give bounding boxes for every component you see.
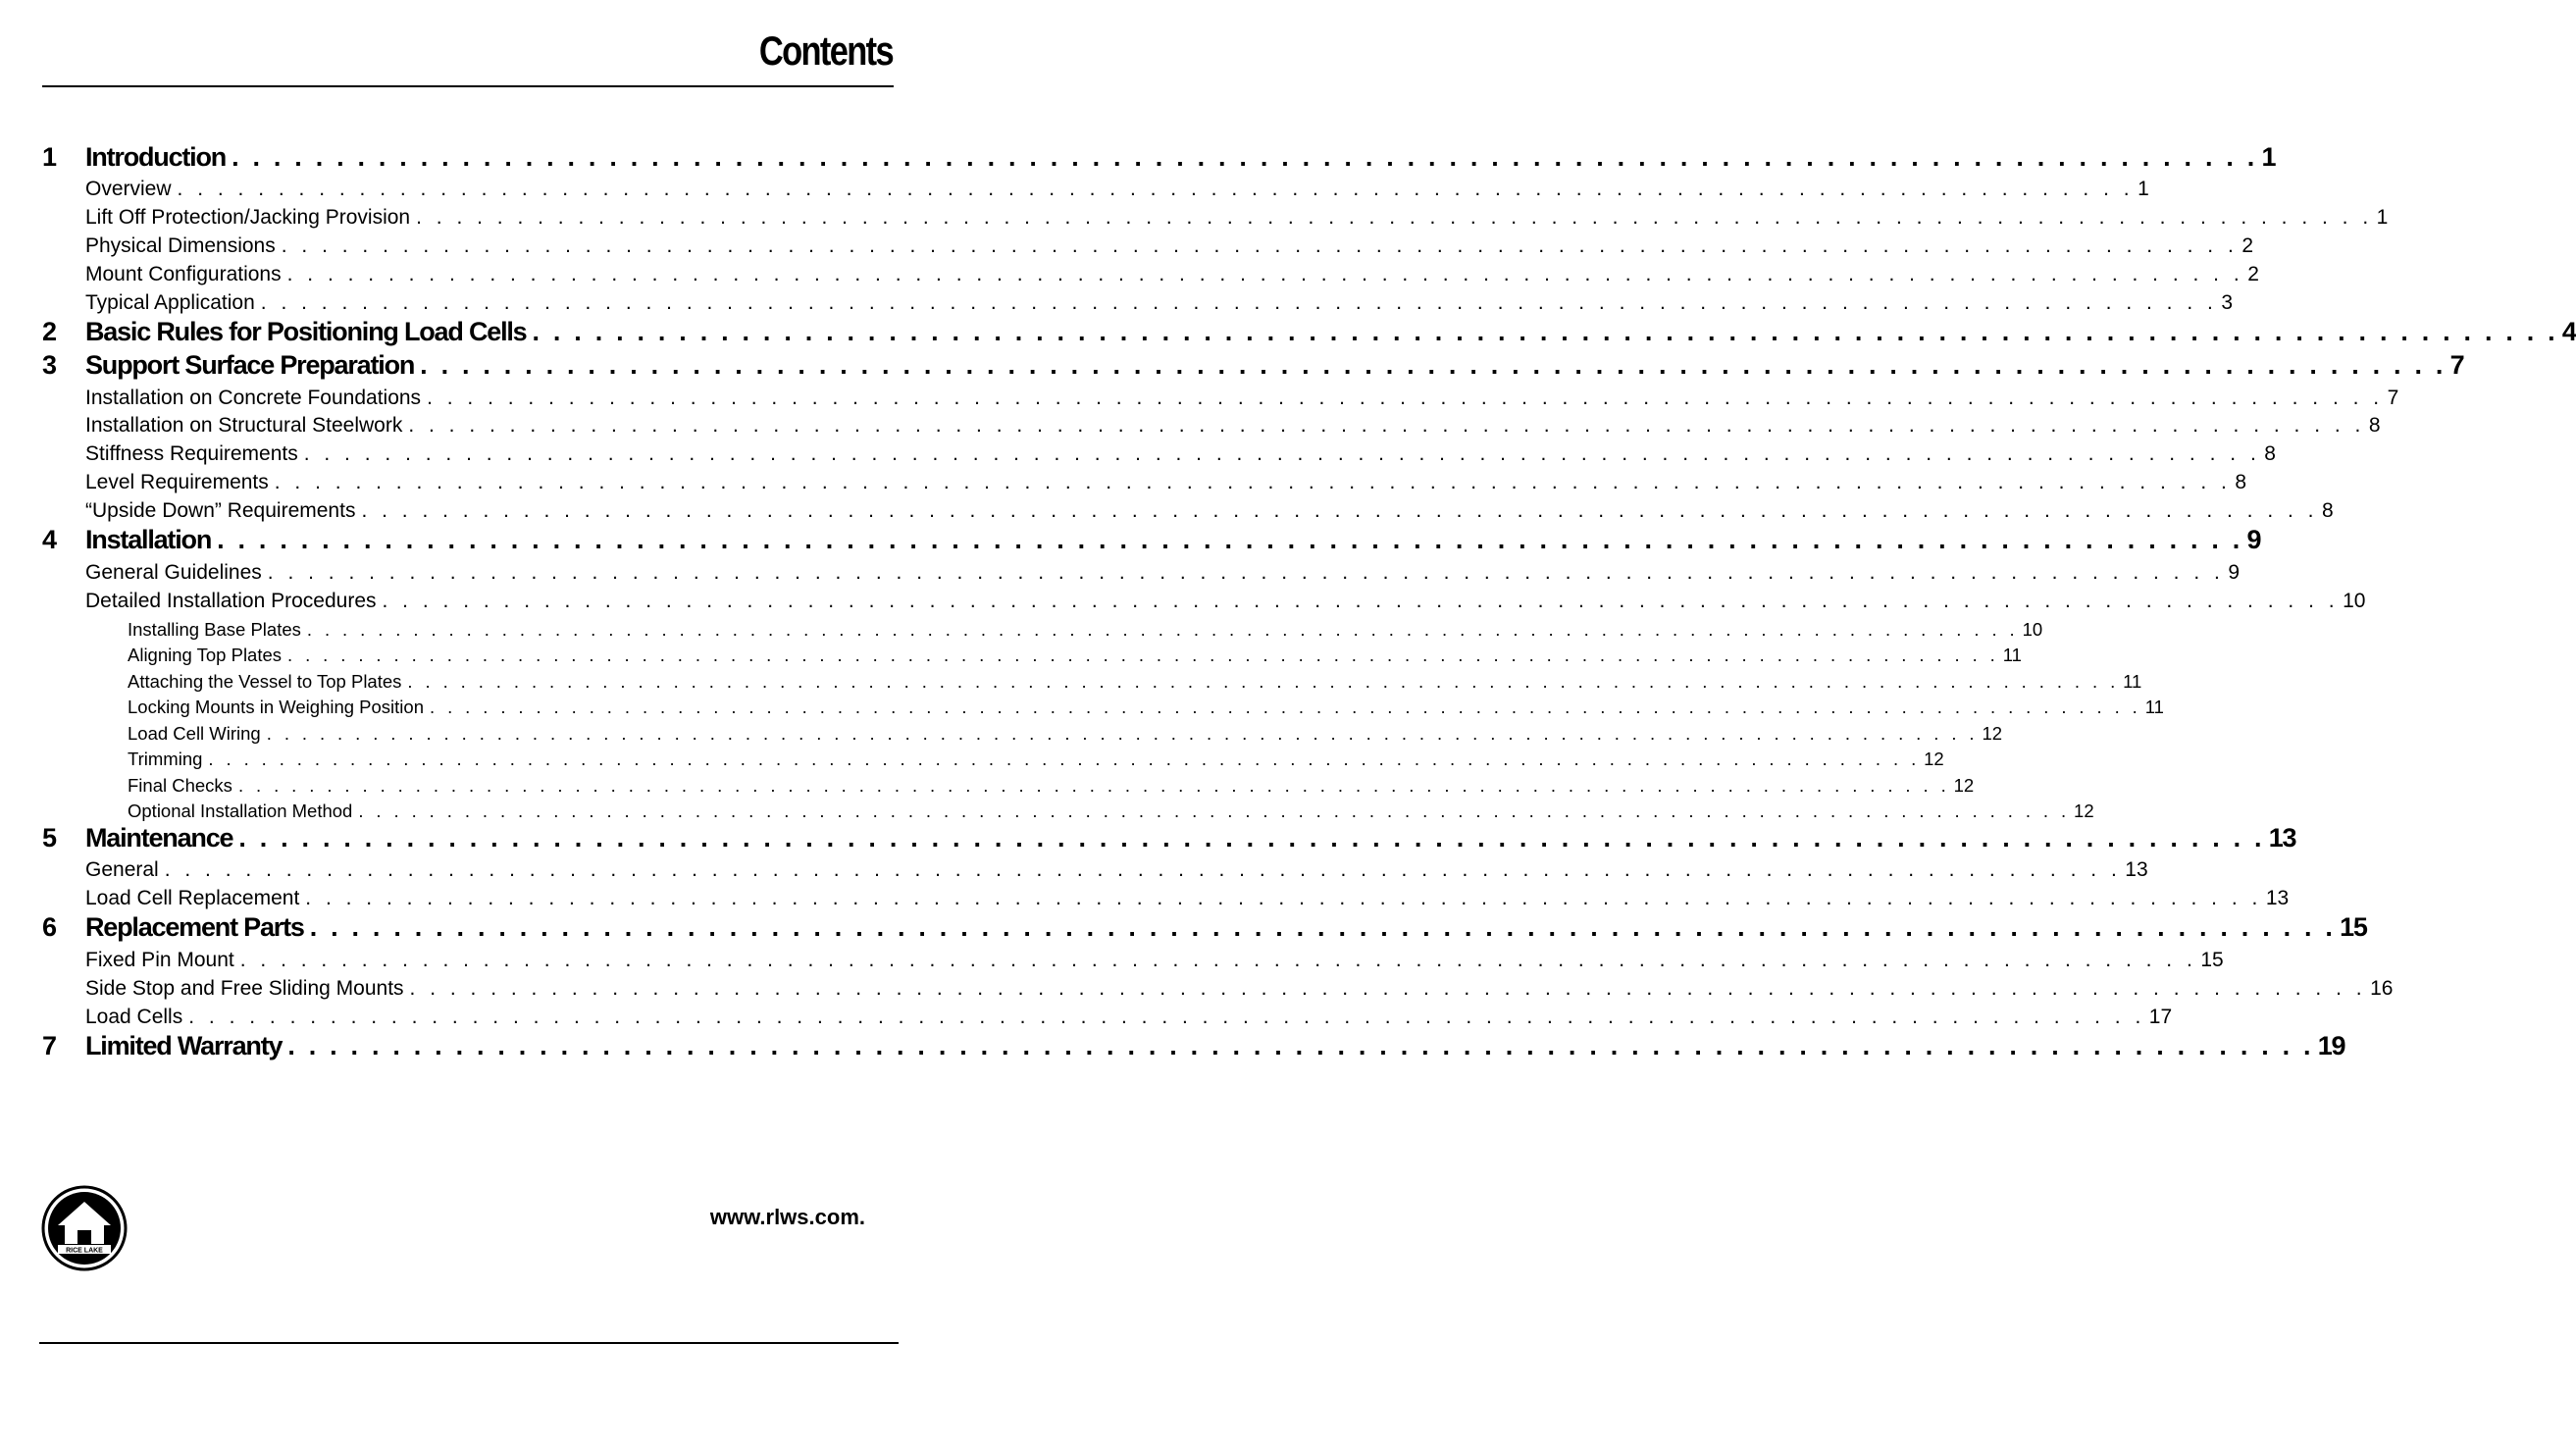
toc-subsection[interactable] (128, 749, 1944, 772)
logo-wordmark: RICE LAKE (66, 1247, 103, 1255)
dot-leader: . . . . . . . . . . . . . . . . . . . . . . . . . . . . . . . . . . . . . . . . . . . . . . . . . . . . . . . . . . . . . . . . . . . . . . . . . . . . . . . . . . . . . . . . . . . . . . . . . (305, 887, 2262, 909)
toc-section[interactable] (85, 291, 2234, 319)
toc-section[interactable] (85, 887, 2290, 914)
page-number: 13 (2268, 823, 2296, 853)
dot-leader: . . . . . . . . . . . . . . . . . . . . . . . . . . . . . . . . . . . . . . . . . . . . . . . . . . . . . . . . . . . . . . . . . . . . . . . . . . . . . . . . . . . . . . . . . . . . . . . . . (287, 645, 1999, 665)
toc-subsection[interactable] (128, 671, 2142, 695)
toc-section[interactable] (85, 206, 2389, 233)
section-title: Lift Off Protection/Jacking Provision (85, 206, 411, 229)
toc-section[interactable] (85, 178, 2149, 205)
section-title: Level Requirements (85, 471, 269, 493)
subsection-title: Trimming (128, 749, 203, 769)
dot-leader: . . . . . . . . . . . . . . . . . . . . . . . . . . . . . . . . . . . . . . . . . . . . . . . . . . . . . . . . . . . . . . . . . . . . . . . . . . . . . . . . . . . . . . . . . . . . . . . . . (382, 590, 2340, 612)
house-icon (41, 1185, 128, 1271)
dot-leader: . . . . . . . . . . . . . . . . . . . . . . . . . . . . . . . . . . . . . . . . . . . . . . . . . . . . . . . . . . . . . . . . . . . . . . . . . . . . . . . . . . . . . . . . . . . . . . . . . (286, 263, 2244, 285)
dot-leader: . . . . . . . . . . . . . . . . . . . . . . . . . . . . . . . . . . . . . . . . . . . . . . . . . . . . . . . . . . . . . . . . . . . . . . . . . . . . . . . . . . . . . . . . . . . . . . . . . (217, 525, 2243, 554)
section-title: Load Cells (85, 1006, 183, 1028)
page-number: 7 (2387, 387, 2399, 409)
dot-leader: . . . . . . . . . . . . . . . . . . . . . . . . . . . . . . . . . . . . . . . . . . . . . . . . . . . . . . . . . . . . . . . . . . . . . . . . . . . . . . . . . . . . . . . . . . . . . . . . . (238, 823, 2265, 853)
chapter-title: Support Surface Preparation (85, 350, 415, 380)
dot-leader: . . . . . . . . . . . . . . . . . . . . . . . . . . . . . . . . . . . . . . . . . . . . . . . . . . . . . . . . . . . . . . . . . . . . . . . . . . . . . . . . . . . . . . . . . . . . . . . . . (281, 234, 2239, 257)
dot-leader: . . . . . . . . . . . . . . . . . . . . . . . . . . . . . . . . . . . . . . . . . . . . . . . . . . . . . . . . . . . . . . . . . . . . . . . . . . . . . . . . . . . . . . . . . . . . . . . . . (177, 178, 2135, 200)
chapter-number: 1 (42, 142, 56, 172)
rice-lake-logo (41, 1185, 128, 1271)
subsection-title: Attaching the Vessel to Top Plates (128, 671, 402, 692)
toc-chapter[interactable] (42, 317, 2576, 350)
dot-leader: . . . . . . . . . . . . . . . . . . . . . . . . . . . . . . . . . . . . . . . . . . . . . . . . . . . . . . . . . . . . . . . . . . . . . . . . . . . . . . . . . . . . . . . . . . . . . . . . . (208, 749, 1921, 769)
section-title: Detailed Installation Procedures (85, 590, 377, 612)
toc-chapter[interactable] (42, 525, 2261, 558)
section-title: General Guidelines (85, 561, 262, 584)
dot-leader: . . . . . . . . . . . . . . . . . . . . . . . . . . . . . . . . . . . . . . . . . . . . . . . . . . . . . . . . . . . . . . . . . . . . . . . . . . . . . . . . . . . . . . . . . . . . . . . . . (358, 801, 2071, 821)
dot-leader: . . . . . . . . . . . . . . . . . . . . . . . . . . . . . . . . . . . . . . . . . . . . . . . . . . . . . . . . . . . . . . . . . . . . . . . . . . . . . . . . . . . . . . . . . . . . . . . . . (430, 697, 2141, 717)
chapter-number: 7 (42, 1031, 56, 1060)
page-number: 15 (2200, 949, 2224, 971)
page-number: 12 (1982, 723, 2003, 744)
dot-leader: . . . . . . . . . . . . . . . . . . . . . . . . . . . . . . . . . . . . . . . . . . . . . . . . . . . . . . . . . . . . . . . . . . . . . . . . . . . . . . . . . . . . . . . . . . . . . . . . . (287, 1031, 2314, 1060)
toc-section[interactable] (85, 471, 2247, 498)
page-number: 2 (2241, 234, 2253, 257)
toc-subsection[interactable] (128, 775, 1975, 799)
page-number: 19 (2317, 1031, 2345, 1060)
toc-section[interactable] (85, 977, 2394, 1005)
dot-leader: . . . . . . . . . . . . . . . . . . . . . . . . . . . . . . . . . . . . . . . . . . . . . . . . . . . . . . . . . . . . . . . . . . . . . . . . . . . . . . . . . . . . . . . . . . . . . . . . . (267, 561, 2225, 584)
chapter-title: Maintenance (85, 823, 233, 853)
chapter-title: Introduction (85, 142, 227, 172)
website-url[interactable]: www.rlws.com. (709, 1205, 865, 1229)
dot-leader: . . . . . . . . . . . . . . . . . . . . . . . . . . . . . . . . . . . . . . . . . . . . . . . . . . . . . . . . . . . . . . . . . . . . . . . . . . . . . . . . . . . . . . . . . . . . . . . . . (239, 949, 2197, 971)
dot-leader: . . . . . . . . . . . . . . . . . . . . . . . . . . . . . . . . . . . . . . . . . . . . . . . . . . . . . . . . . . . . . . . . . . . . . . . . . . . . . . . . . . . . . . . . . . . . . . . . . (416, 206, 2373, 229)
section-title: Mount Configurations (85, 263, 282, 285)
toc-chapter[interactable] (42, 350, 2464, 384)
toc-section[interactable] (85, 387, 2399, 414)
section-title: Load Cell Replacement (85, 887, 300, 909)
chapter-number: 5 (42, 823, 56, 853)
page-number: 10 (2022, 619, 2043, 640)
dot-leader: . . . . . . . . . . . . . . . . . . . . . . . . . . . . . . . . . . . . . . . . . . . . . . . . . . . . . . . . . . . . . . . . . . . . . . . . . . . . . . . . . . . . . . . . . . . . . . . . . (188, 1006, 2145, 1028)
toc-section[interactable] (85, 499, 2334, 527)
page-number: 11 (2144, 697, 2164, 717)
toc-chapter[interactable] (42, 142, 2276, 176)
dot-leader: . . . . . . . . . . . . . . . . . . . . . . . . . . . . . . . . . . . . . . . . . . . . . . . . . . . . . . . . . . . . . . . . . . . . . . . . . . . . . . . . . . . . . . . . . . . . . . . . . (409, 977, 2367, 1000)
section-title: General (85, 858, 159, 881)
page-number: 17 (2148, 1006, 2173, 1028)
subsection-title: Optional Installation Method (128, 801, 353, 821)
toc-section[interactable] (85, 949, 2224, 976)
toc-section[interactable] (85, 1006, 2173, 1033)
subsection-title: Aligning Top Plates (128, 645, 283, 665)
section-title: Typical Application (85, 291, 255, 314)
page-number: 3 (2221, 291, 2234, 314)
toc-chapter[interactable] (42, 1031, 2345, 1064)
toc-section[interactable] (85, 234, 2253, 262)
footer-rule (39, 1342, 899, 1344)
page-number: 9 (2246, 525, 2261, 554)
page-number: 2 (2247, 263, 2259, 285)
dot-leader: . . . . . . . . . . . . . . . . . . . . . . . . . . . . . . . . . . . . . . . . . . . . . . . . . . . . . . . . . . . . . . . . . . . . . . . . . . . . . . . . . . . . . . . . . . . . . . . . . (532, 317, 2558, 346)
toc-section[interactable] (85, 442, 2276, 470)
section-title: Fixed Pin Mount (85, 949, 234, 971)
page-number: 15 (2340, 912, 2367, 942)
dot-leader: . . . . . . . . . . . . . . . . . . . . . . . . . . . . . . . . . . . . . . . . . . . . . . . . . . . . . . . . . . . . . . . . . . . . . . . . . . . . . . . . . . . . . . . . . . . . . . . . . (232, 142, 2258, 172)
toc-subsection[interactable] (128, 645, 2022, 668)
chapter-title: Replacement Parts (85, 912, 304, 942)
subsection-title: Final Checks (128, 775, 232, 796)
dot-leader: . . . . . . . . . . . . . . . . . . . . . . . . . . . . . . . . . . . . . . . . . . . . . . . . . . . . . . . . . . . . . . . . . . . . . . . . . . . . . . . . . . . . . . . . . . . . . . . . . (237, 775, 1950, 796)
subsection-title: Load Cell Wiring (128, 723, 261, 744)
section-title: Physical Dimensions (85, 234, 276, 257)
chapter-number: 4 (42, 525, 56, 554)
subsection-title: Locking Mounts in Weighing Position (128, 697, 424, 717)
dot-leader: . . . . . . . . . . . . . . . . . . . . . . . . . . . . . . . . . . . . . . . . . . . . . . . . . . . . . . . . . . . . . . . . . . . . . . . . . . . . . . . . . . . . . . . . . . . . . . . . . (407, 671, 2120, 692)
toc-section[interactable] (85, 414, 2381, 441)
toc-section[interactable] (85, 858, 2148, 886)
page-number: 1 (2138, 178, 2149, 200)
toc-section[interactable] (85, 590, 2366, 617)
section-title: “Upside Down” Requirements (85, 499, 356, 522)
dot-leader: . . . . . . . . . . . . . . . . . . . . . . . . . . . . . . . . . . . . . . . . . . . . . . . . . . . . . . . . . . . . . . . . . . . . . . . . . . . . . . . . . . . . . . . . . . . . . . . . . (427, 387, 2384, 409)
dot-leader: . . . . . . . . . . . . . . . . . . . . . . . . . . . . . . . . . . . . . . . . . . . . . . . . . . . . . . . . . . . . . . . . . . . . . . . . . . . . . . . . . . . . . . . . . . . . . . . . . (266, 723, 1979, 744)
dot-leader: . . . . . . . . . . . . . . . . . . . . . . . . . . . . . . . . . . . . . . . . . . . . . . . . . . . . . . . . . . . . . . . . . . . . . . . . . . . . . . . . . . . . . . . . . . . . . . . . . (420, 350, 2447, 380)
page-number: 1 (2261, 142, 2276, 172)
page-title: Contents (758, 27, 893, 74)
subsection-title: Installing Base Plates (128, 619, 301, 640)
page-number: 7 (2449, 350, 2464, 380)
page-number: 1 (2376, 206, 2389, 229)
page-number: 12 (2074, 801, 2094, 821)
page-number: 11 (2002, 645, 2022, 665)
dot-leader: . . . . . . . . . . . . . . . . . . . . . . . . . . . . . . . . . . . . . . . . . . . . . . . . . . . . . . . . . . . . . . . . . . . . . . . . . . . . . . . . . . . . . . . . . . . . . . . . . (164, 858, 2122, 881)
page-number: 9 (2228, 561, 2241, 584)
header-rule (42, 85, 894, 87)
dot-leader: . . . . . . . . . . . . . . . . . . . . . . . . . . . . . . . . . . . . . . . . . . . . . . . . . . . . . . . . . . . . . . . . . . . . . . . . . . . . . . . . . . . . . . . . . . . . . . . . . (303, 442, 2261, 465)
chapter-title: Basic Rules for Positioning Load Cells (85, 317, 527, 346)
toc-chapter[interactable] (42, 823, 2296, 856)
toc-subsection[interactable] (128, 619, 2043, 643)
page-number: 8 (2235, 471, 2247, 493)
section-title: Side Stop and Free Sliding Mounts (85, 977, 404, 1000)
page-number: 16 (2370, 977, 2394, 1000)
section-title: Overview (85, 178, 172, 200)
page-number: 12 (1953, 775, 1975, 796)
page-number: 10 (2343, 590, 2366, 612)
dot-leader: . . . . . . . . . . . . . . . . . . . . . . . . . . . . . . . . . . . . . . . . . . . . . . . . . . . . . . . . . . . . . . . . . . . . . . . . . . . . . . . . . . . . . . . . . . . . . . . . . (274, 471, 2232, 493)
page-number: 4 (2561, 317, 2576, 346)
chapter-title: Limited Warranty (85, 1031, 283, 1060)
dot-leader: . . . . . . . . . . . . . . . . . . . . . . . . . . . . . . . . . . . . . . . . . . . . . . . . . . . . . . . . . . . . . . . . . . . . . . . . . . . . . . . . . . . . . . . . . . . . . . . . . (361, 499, 2319, 522)
dot-leader: . . . . . . . . . . . . . . . . . . . . . . . . . . . . . . . . . . . . . . . . . . . . . . . . . . . . . . . . . . . . . . . . . . . . . . . . . . . . . . . . . . . . . . . . . . . . . . . . . (309, 912, 2337, 942)
page-number: 8 (2264, 442, 2276, 465)
toc-subsection[interactable] (128, 697, 2164, 720)
toc-section[interactable] (85, 561, 2241, 589)
chapter-number: 3 (42, 350, 56, 380)
chapter-number: 6 (42, 912, 56, 942)
page-number: 8 (2322, 499, 2334, 522)
chapter-title: Installation (85, 525, 212, 554)
page-number: 12 (1924, 749, 1944, 769)
toc-chapter[interactable] (42, 912, 2367, 946)
toc-subsection[interactable] (128, 801, 2094, 824)
dot-leader: . . . . . . . . . . . . . . . . . . . . . . . . . . . . . . . . . . . . . . . . . . . . . . . . . . . . . . . . . . . . . . . . . . . . . . . . . . . . . . . . . . . . . . . . . . . . . . . . . (306, 619, 2019, 640)
toc-subsection[interactable] (128, 723, 2003, 747)
page-number: 13 (2125, 858, 2148, 881)
dot-leader: . . . . . . . . . . . . . . . . . . . . . . . . . . . . . . . . . . . . . . . . . . . . . . . . . . . . . . . . . . . . . . . . . . . . . . . . . . . . . . . . . . . . . . . . . . . . . . . . . (408, 414, 2365, 437)
dot-leader: . . . . . . . . . . . . . . . . . . . . . . . . . . . . . . . . . . . . . . . . . . . . . . . . . . . . . . . . . . . . . . . . . . . . . . . . . . . . . . . . . . . . . . . . . . . . . . . . . (260, 291, 2218, 314)
page-number: 11 (2123, 671, 2142, 692)
chapter-number: 2 (42, 317, 56, 346)
page-number: 8 (2368, 414, 2381, 437)
section-title: Installation on Structural Steelwork (85, 414, 403, 437)
toc-section[interactable] (85, 263, 2259, 290)
page-number: 13 (2265, 887, 2290, 909)
section-title: Stiffness Requirements (85, 442, 298, 465)
section-title: Installation on Concrete Foundations (85, 387, 422, 409)
